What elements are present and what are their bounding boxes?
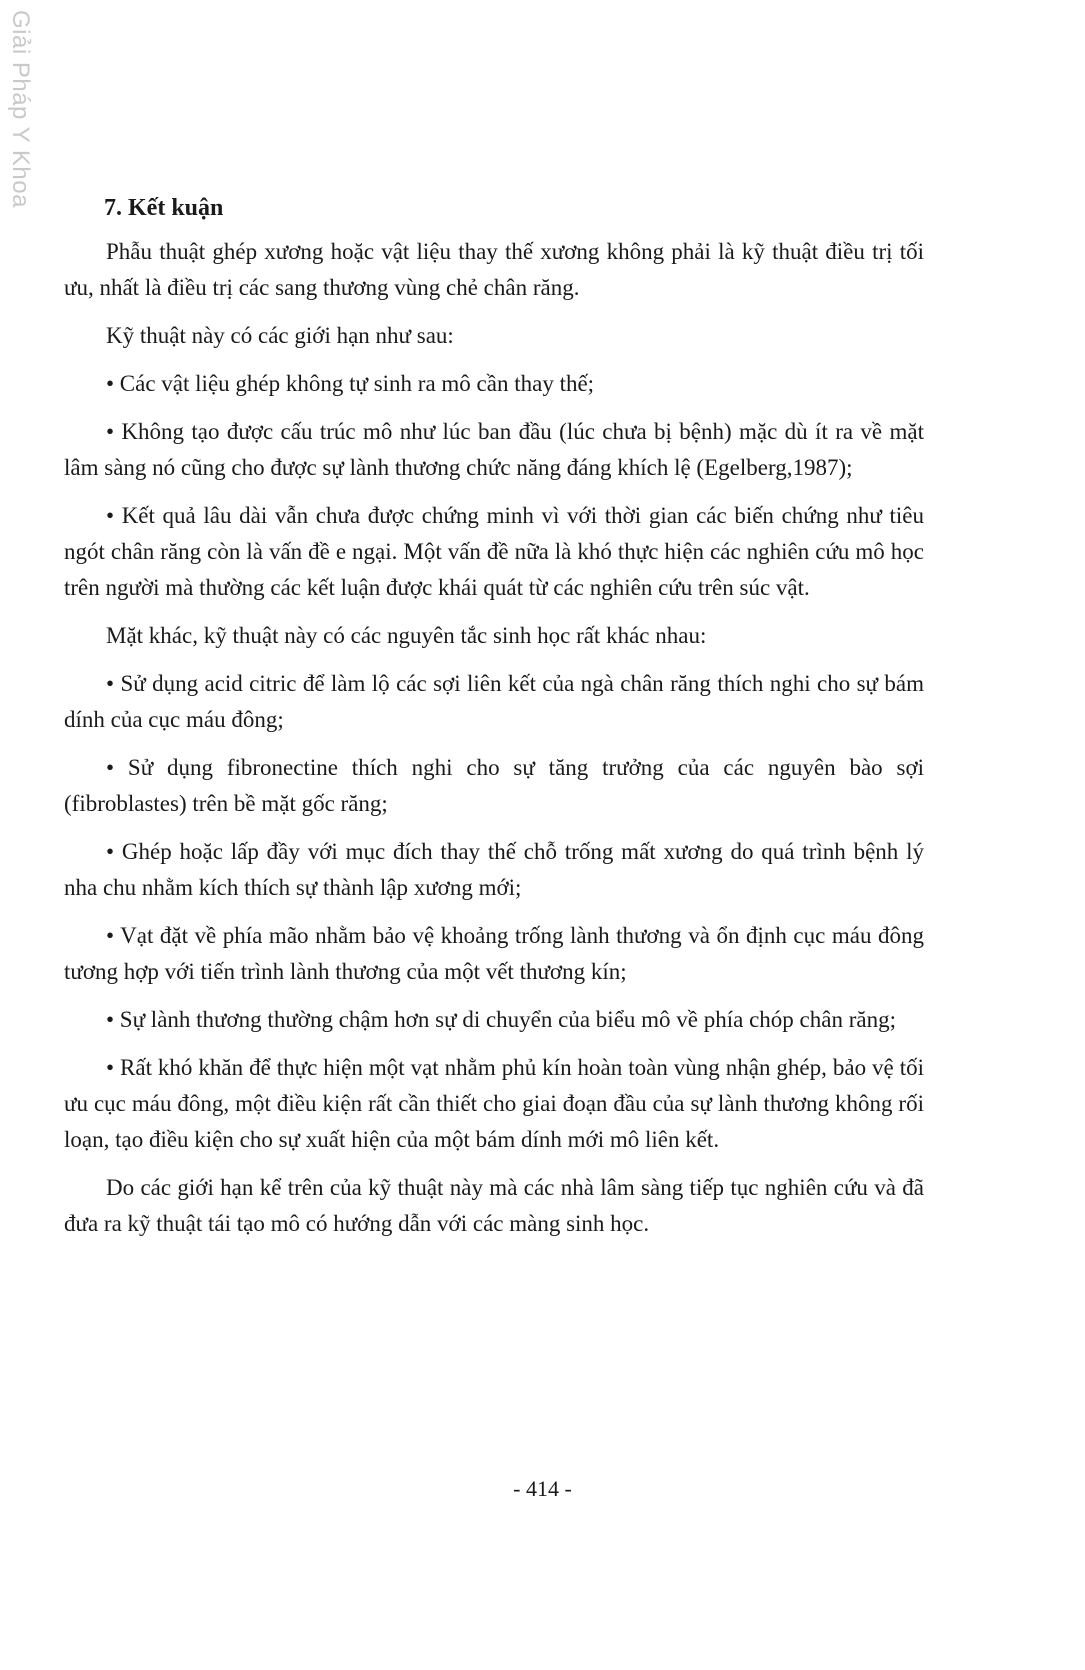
bullet-item: • Ghép hoặc lấp đầy với mục đích thay thế chỗ trống mất xương do quá trình bệnh lý nha chu nhằm kích thích sự thành lập xương mới; [64,839,924,900]
paragraph: Mặt khác, kỹ thuật này có các nguyên tắc sinh học rất khác nhau: [106,623,707,648]
paragraph: Kỹ thuật này có các giới hạn như sau: [106,323,454,348]
bullet-item: • Sự lành thương thường chậm hơn sự di chuyển của biểu mô về phía chóp chân răng; [106,1007,896,1032]
paragraph: Do các giới hạn kể trên của kỹ thuật này mà các nhà lâm sàng tiếp tục nghiên cứu và đã đưa ra kỹ thuật tái tạo mô có hướng dẫn với các màng sinh học. [64,1175,924,1236]
paragraph: Phẫu thuật ghép xương hoặc vật liệu thay thế xương không phải là kỹ thuật điều trị tối ưu, nhất là điều trị các sang thương vùng chẻ chân răng. [64,239,924,300]
page-number: - 414 - [513,1476,572,1501]
section-heading: 7. Kết kuận [104,195,224,221]
bullet-item: • Vạt đặt về phía mão nhằm bảo vệ khoảng trống lành thương và ổn định cục máu đông tương hợp với tiến trình lành thương của một vết thương kín; [64,923,924,984]
watermark: Giải Pháp Y Khoa [7,10,34,208]
bullet-item: • Sử dụng fibronectine thích nghi cho sự tăng trưởng của các nguyên bào sợi (fibroblastes) trên bề mặt gốc răng; [64,755,924,816]
bullet-item: • Sử dụng acid citric để làm lộ các sợi liên kết của ngà chân răng thích nghi cho sự bám dính của cục máu đông; [64,671,924,732]
page-body [64,190,924,1254]
bullet-item: • Các vật liệu ghép không tự sinh ra mô cần thay thế; [106,371,595,396]
bullet-item: • Kết quả lâu dài vẫn chưa được chứng minh vì với thời gian các biến chứng như tiêu ngót chân răng còn là vấn đề e ngại. Một vấn đề nữa là khó thực hiện các nghiên cứu mô học trên người mà thường các kết luận được khái quát từ các nghiên cứu trên súc vật. [64,503,924,600]
bullet-item: • Không tạo được cấu trúc mô như lúc ban đầu (lúc chưa bị bệnh) mặc dù ít ra về mặt lâm sàng nó cũng cho được sự lành thương chức năng đáng khích lệ (Egelberg,1987); [64,419,924,480]
bullet-item: • Rất khó khăn để thực hiện một vạt nhằm phủ kín hoàn toàn vùng nhận ghép, bảo vệ tối ưu cục máu đông, một điều kiện rất cần thiết cho giai đoạn đầu của sự lành thương không rối loạn, tạo điều kiện cho sự xuất hiện của một bám dính mới mô liên kết. [64,1055,924,1152]
